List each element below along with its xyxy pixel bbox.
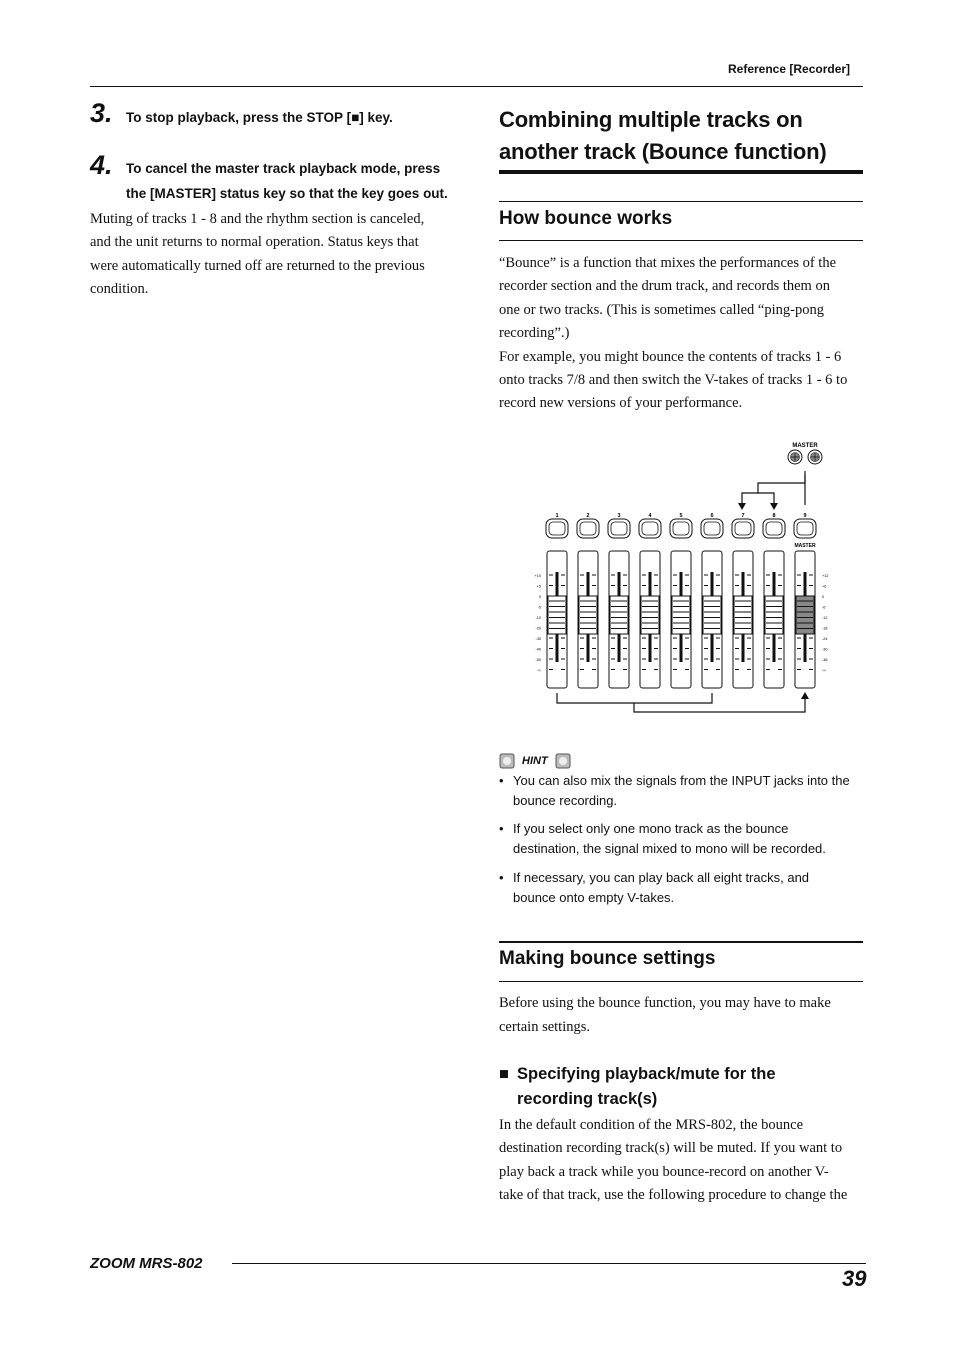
scale-right-label: -18 xyxy=(822,626,828,631)
title-line: Combining multiple tracks on xyxy=(499,107,803,132)
heading-rule-top xyxy=(499,201,863,202)
scale-right-label: -12 xyxy=(822,616,828,620)
track-number-label: 1 xyxy=(555,513,559,519)
text-line: recorder section and the drum track, and records them on xyxy=(499,278,830,295)
step-3-number: 3. xyxy=(90,98,113,128)
scale-left-label: 0 xyxy=(538,595,541,599)
channel-strip-1 xyxy=(546,513,568,688)
running-header: Reference [Recorder] xyxy=(728,62,851,76)
master-channel-strip xyxy=(794,513,816,688)
track-number-label: 6 xyxy=(710,513,714,519)
heading-line: Specifying playback/mute for the xyxy=(517,1065,776,1083)
track-number-label: 2 xyxy=(586,513,590,519)
master-rec-key-right xyxy=(808,450,822,464)
hint-item-1 xyxy=(513,771,850,811)
text-line: In the default condition of the MRS-802, the bounce xyxy=(499,1117,804,1133)
scale-left-label: -∞ xyxy=(537,668,541,673)
text-line: destination, the signal mixed to mono will be recorded. xyxy=(513,841,826,856)
text-line: Muting of tracks 1 - 8 and the rhythm section is canceled, xyxy=(90,211,425,227)
text-line: take of that track, use the following procedure to change the xyxy=(499,1187,848,1204)
heading-rule-top xyxy=(499,941,863,943)
scale-left-label: -30 xyxy=(535,637,541,641)
hint-item-2 xyxy=(513,819,826,859)
text-line: and the unit returns to normal operation. Status keys that xyxy=(90,234,419,251)
header-rule xyxy=(90,86,863,87)
text-line: destination recording track(s) will be muted. If you want to xyxy=(499,1140,843,1157)
hint-bullet: • xyxy=(499,870,504,885)
scale-right-label: 0 xyxy=(822,595,825,599)
specifying-paragraph xyxy=(499,1114,847,1208)
step-4-text-line-1: To cancel the master track playback mode, press xyxy=(126,161,441,176)
scale-left-label: +10 xyxy=(534,574,541,578)
title-rule xyxy=(499,170,863,174)
step-4-number: 4. xyxy=(90,150,113,180)
arrow-head-master xyxy=(801,692,809,699)
status-key-inner xyxy=(549,522,565,535)
scale-right-label: +12 xyxy=(822,574,829,578)
heading-line: recording track(s) xyxy=(517,1090,658,1108)
channel-strip-6 xyxy=(701,513,723,688)
step-3-text: To stop playback, press the STOP [■] key. xyxy=(126,110,393,125)
text-line: bounce recording. xyxy=(513,793,618,808)
how-bounce-heading: How bounce works xyxy=(499,208,673,229)
hint-label-row xyxy=(499,752,571,770)
text-line: certain settings. xyxy=(499,1019,591,1036)
specifying-heading xyxy=(517,1062,776,1112)
status-key-inner xyxy=(580,522,596,535)
hint-bulb-icon xyxy=(499,753,515,769)
text-line: record new versions of your performance. xyxy=(499,395,743,412)
text-line: “Bounce” is a function that mixes the performances of the xyxy=(499,255,837,271)
track-number-label: 8 xyxy=(772,513,776,519)
arrow-head-8 xyxy=(770,503,778,510)
text-line: For example, you might bounce the contents of tracks 1 - 6 xyxy=(499,348,842,365)
hint-bullet: • xyxy=(499,821,504,836)
status-key-inner xyxy=(797,522,813,535)
mixer-bounce-diagram xyxy=(520,435,840,720)
hint-bulb-icon xyxy=(555,753,571,769)
hint-label: HINT xyxy=(522,755,548,768)
track-number-label: 5 xyxy=(679,513,683,519)
master-label-strip: MASTER xyxy=(794,543,816,549)
status-key-inner xyxy=(673,522,689,535)
text-line: were automatically turned off are returned to the previous xyxy=(90,257,425,274)
text-line: If necessary, you can play back all eight tracks, and xyxy=(513,870,810,885)
channel-strip-3 xyxy=(608,513,630,688)
scale-left-label: +5 xyxy=(536,584,541,589)
scale-right-label: -24 xyxy=(822,637,828,641)
scale-left-label: -40 xyxy=(535,647,541,652)
left-body-paragraph xyxy=(90,208,425,302)
channel-strip-7 xyxy=(732,513,754,688)
channel-strip-8 xyxy=(763,513,785,688)
making-bounce-paragraph xyxy=(499,992,831,1040)
text-line: recording”.) xyxy=(499,325,570,342)
heading-rule-bottom xyxy=(499,240,863,241)
text-line: play back a track while you bounce-record on another V- xyxy=(499,1163,829,1180)
footer-rule xyxy=(232,1263,866,1264)
track-number-label: 4 xyxy=(648,513,652,519)
making-bounce-heading: Making bounce settings xyxy=(499,948,716,969)
text-line: bounce onto empty V-takes. xyxy=(513,890,675,905)
scale-left-label: -20 xyxy=(535,626,541,631)
text-line: one or two tracks. (This is sometimes called “ping-pong xyxy=(499,301,824,318)
status-key-inner xyxy=(735,522,751,535)
text-line: If you select only one mono track as the bounce xyxy=(513,821,789,836)
specifying-marker: ■ xyxy=(499,1065,509,1083)
section-title xyxy=(499,104,869,167)
heading-rule-bottom xyxy=(499,981,863,982)
hint-bullet: • xyxy=(499,773,504,788)
page-number: 39 xyxy=(842,1266,867,1291)
scale-right-label: -∞ xyxy=(822,668,826,673)
hint-item-3 xyxy=(513,868,809,908)
channel-strip-5 xyxy=(670,513,692,688)
routing-to-master xyxy=(634,697,805,712)
text-line: onto tracks 7/8 and then switch the V-takes of tracks 1 - 6 to xyxy=(499,372,848,389)
master-label-top: MASTER xyxy=(792,443,818,449)
scale-left-label: -10 xyxy=(535,616,541,620)
scale-right-label: -6 xyxy=(822,605,826,610)
status-key-inner xyxy=(642,522,658,535)
status-key-inner xyxy=(611,522,627,535)
status-key-inner xyxy=(766,522,782,535)
text-line: You can also mix the signals from the INPUT jacks into the xyxy=(513,773,850,788)
scale-right-label: -36 xyxy=(822,658,828,662)
scale-left-label: -50 xyxy=(535,658,541,662)
title-line: another track (Bounce function) xyxy=(499,138,827,164)
master-rec-key-left xyxy=(788,450,802,464)
status-key-inner xyxy=(704,522,720,535)
routing-bracket-1-6 xyxy=(557,693,712,703)
arrow-head-7 xyxy=(738,503,746,510)
footer-brand: ZOOM MRS-802 xyxy=(90,1255,203,1272)
scale-right-label: -30 xyxy=(822,647,828,652)
step-4-text-line-2: the [MASTER] status key so that the key goes out. xyxy=(126,186,448,201)
how-bounce-paragraph xyxy=(499,252,847,416)
scale-right-label: +6 xyxy=(822,584,827,589)
text-line: condition. xyxy=(90,281,149,298)
channel-strip-4 xyxy=(639,513,661,688)
text-line: Before using the bounce function, you may have to make xyxy=(499,995,831,1011)
track-number-label: 3 xyxy=(617,513,621,519)
track-number-label: 9 xyxy=(803,513,807,519)
scale-left-label: -5 xyxy=(537,605,541,610)
track-number-label: 7 xyxy=(741,513,745,519)
channel-strip-2 xyxy=(577,513,599,688)
